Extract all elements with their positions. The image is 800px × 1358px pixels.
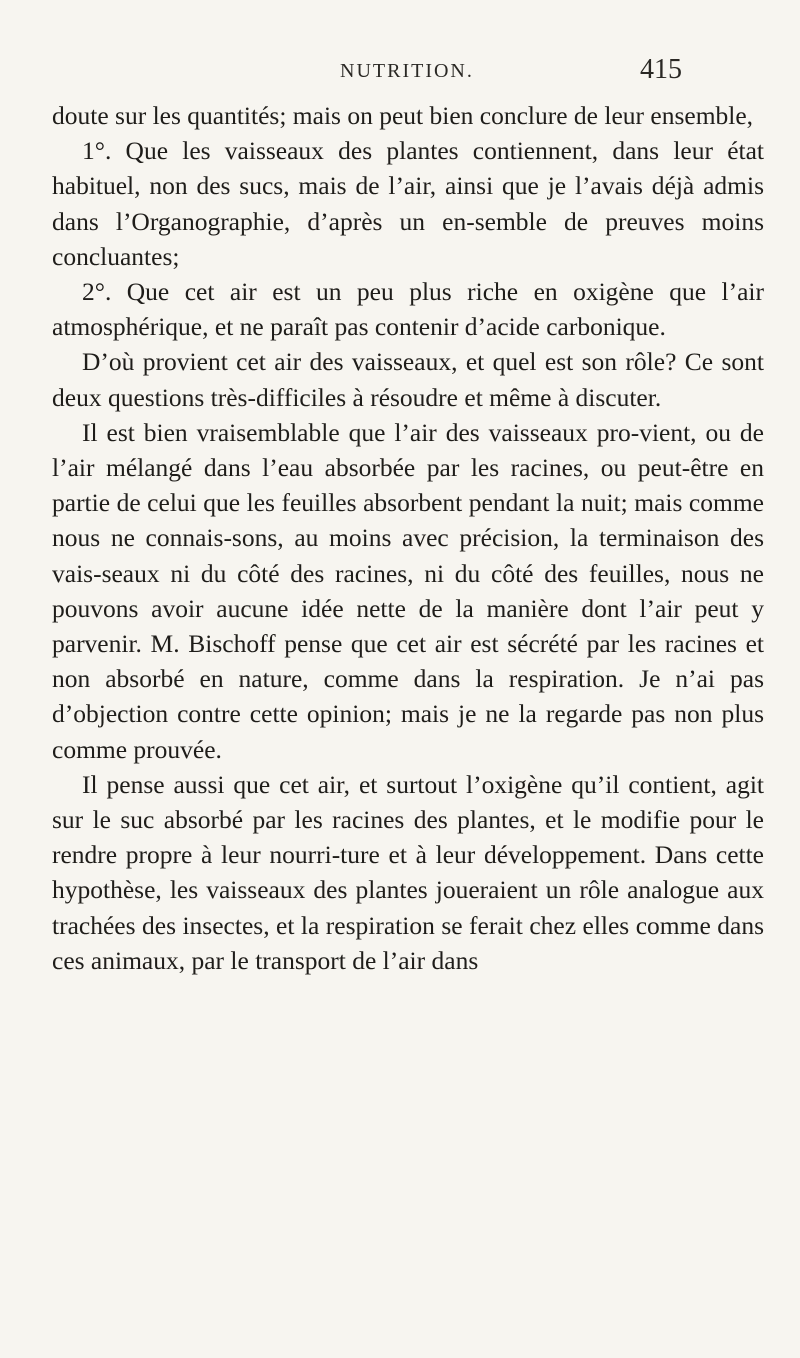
paragraph-origin-of-air: Il est bien vraisemblable que l’air des vaisseaux pro-vient, ou de l’air mélangé dans l’eau absorbée par les racines, ou peut-être en partie de celui que les feuilles absorbent pendant la nuit; mais comme nous ne connais-sons, au moins avec précision, la terminaison des vais-seaux ni du côté des racines, ni du côté des feuilles, nous ne pouvons avoir aucune idée nette de la manière dont l’air peut y parvenir. M. Bischoff pense que cet air est sécrété par les racines et non absorbé en nature, comme dans la respiration. Je n’ai pas d’objection contre cette opinion; mais je ne la regarde pas non plus comme prouvée.: [52, 417, 764, 764]
running-title: NUTRITION.: [340, 60, 474, 82]
paragraph-bischoff-hypothesis: Il pense aussi que cet air, et surtout l’oxigène qu’il contient, agit sur le suc absorbé par les racines des plantes, et le modifie pour le rendre propre à leur nourri-ture et à leur développement. Dans cette hypothèse, les vaisseaux des plantes joueraient un rôle analogue aux trachées des insectes, et la respiration se ferait chez elles comme dans ces animaux, par le transport de l’air dans: [52, 769, 764, 975]
paragraph-question: D’où provient cet air des vaisseaux, et quel est son rôle? Ce sont deux questions très-difficiles à résoudre et même à discuter.: [52, 347, 764, 412]
body-text: [52, 98, 764, 978]
paragraph-point-1: 1°. Que les vaisseaux des plantes contiennent, dans leur état habituel, non des sucs, mais de l’air, ainsi que je l’avais déjà admis dans l’Organographie, d’après un en-semble de preuves moins concluantes;: [52, 136, 764, 271]
paragraph-point-2: 2°. Que cet air est un peu plus riche en oxigène que l’air atmosphérique, et ne paraît pas contenir d’acide carbonique.: [52, 277, 764, 342]
paragraph-continuation: doute sur les quantités; mais on peut bien conclure de leur ensemble,: [52, 101, 754, 130]
running-head: [0, 48, 800, 88]
page-number: 415: [640, 54, 682, 85]
